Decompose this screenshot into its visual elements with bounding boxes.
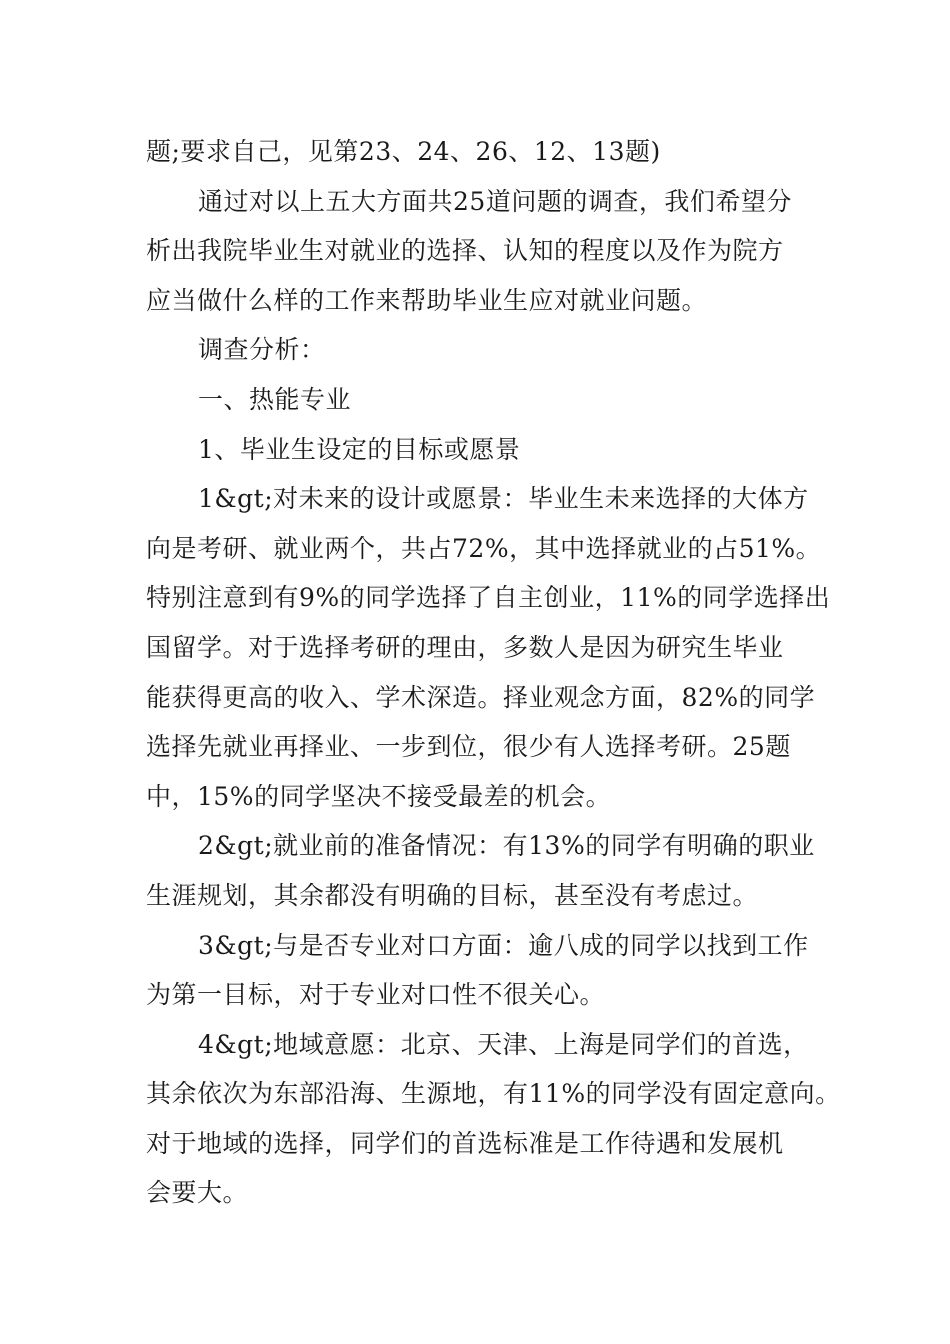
text-line: 题;要求自己，见第23、24、26、12、13题) — [146, 137, 661, 166]
text-line: 特别注意到有9%的同学选择了自主创业，11%的同学选择出 — [146, 583, 831, 613]
text-line: 其余依次为东部沿海、生源地，有11%的同学没有固定意向。 — [146, 1079, 841, 1109]
text-line: 1、毕业生设定的目标或愿景 — [198, 434, 521, 464]
text-line: 调查分析： — [198, 335, 326, 365]
text-line: 应当做什么样的工作来帮助毕业生应对就业问题。 — [146, 285, 708, 315]
text-line: 3&gt;与是否专业对口方面：逾八成的同学以找到工作 — [198, 930, 809, 960]
text-line: 国留学。对于选择考研的理由，多数人是因为研究生毕业 — [146, 632, 784, 662]
body-text — [146, 127, 841, 1218]
text-line: 对于地域的选择，同学们的首选标准是工作待遇和发展机 — [146, 1128, 784, 1158]
text-line: 能获得更高的收入、学术深造。择业观念方面，82%的同学 — [146, 682, 816, 712]
text-line: 会要大。 — [146, 1178, 249, 1208]
text-line: 选择先就业再择业、一步到位，很少有人选择考研。25题 — [146, 732, 791, 762]
text-line: 1&gt;对未来的设计或愿景：毕业生未来选择的大体方 — [198, 484, 809, 514]
text-line: 通过对以上五大方面共25道问题的调查，我们希望分 — [198, 186, 792, 216]
text-line: 生涯规划，其余都没有明确的目标，甚至没有考虑过。 — [146, 880, 759, 910]
text-line: 析出我院毕业生对就业的选择、认知的程度以及作为院方 — [146, 236, 784, 266]
text-line: 一、热能专业 — [198, 384, 352, 414]
text-line: 向是考研、就业两个，共占72%，其中选择就业的占51%。 — [146, 533, 822, 563]
text-line: 4&gt;地域意愿：北京、天津、上海是同学们的首选， — [198, 1029, 809, 1059]
text-line: 中，15%的同学坚决不接受最差的机会。 — [146, 781, 612, 811]
text-line: 为第一目标，对于专业对口性不很关心。 — [146, 980, 606, 1010]
text-line: 2&gt;就业前的准备情况：有13%的同学有明确的职业 — [198, 831, 815, 861]
